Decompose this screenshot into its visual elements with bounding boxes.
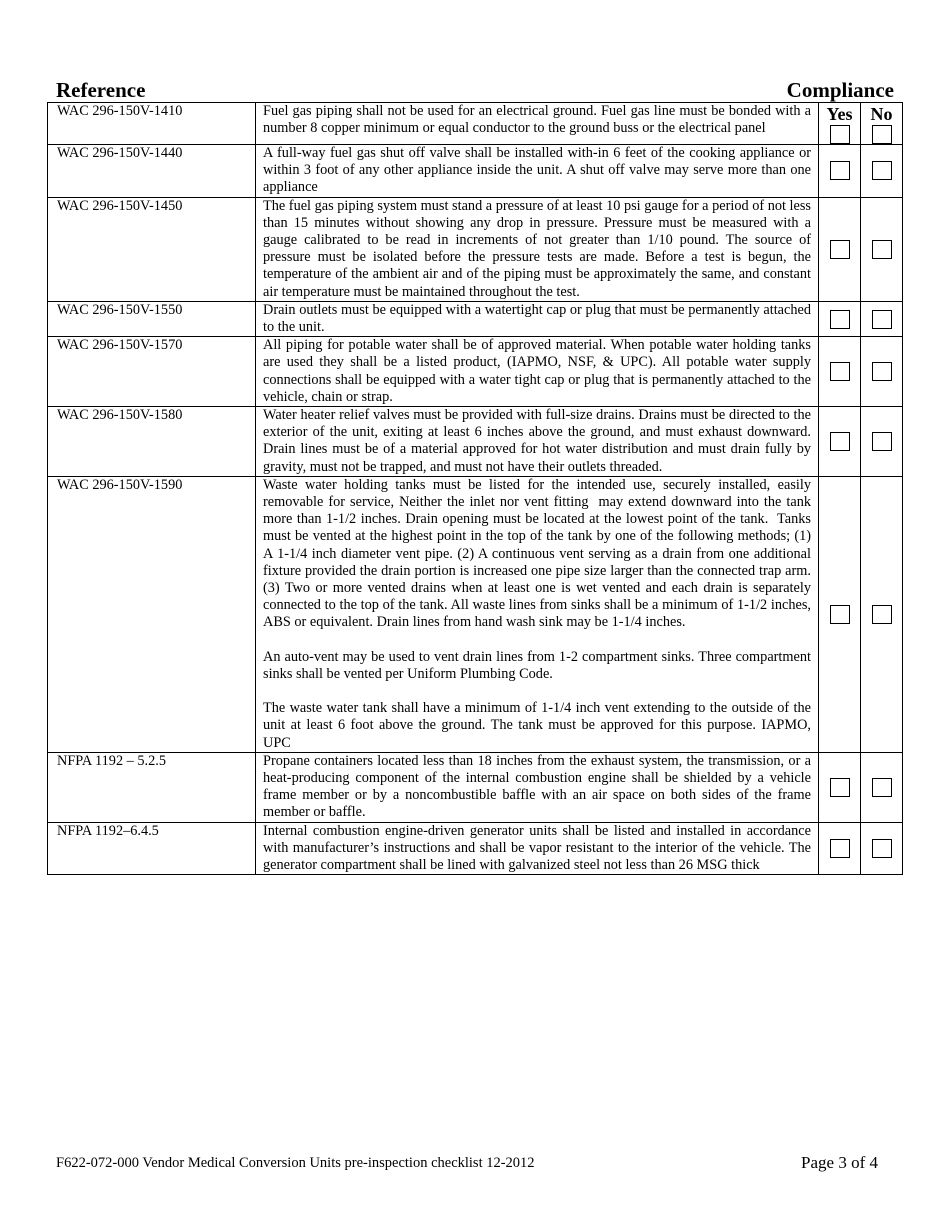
compliance-no-cell — [861, 476, 903, 752]
compliance-no-cell — [861, 197, 903, 301]
compliance-no-checkbox[interactable] — [872, 240, 892, 259]
reference-code: WAC 296-150V-1440 — [48, 145, 256, 198]
compliance-heading: Compliance — [786, 78, 894, 102]
checklist-row — [48, 337, 903, 407]
checklist-row — [48, 301, 903, 336]
requirement-text — [256, 197, 819, 301]
checklist-row — [48, 145, 903, 198]
compliance-yes-cell — [819, 407, 861, 477]
checklist-row — [48, 407, 903, 477]
requirement-paragraph: The fuel gas piping system must stand a pressure of at least 10 psi gauge for a period of not less than 15 minutes without showing any drop in pressure. Pressure must be measured with a gauge calibrated to be read in increments of not greater than 1/10 pound. The source of pressure must be isolated before the pressure tests are made. Before a test is begun, the temperature of the ambient air and of the piping must be approximately the same, and constant air temperature must be maintained throughout the test. — [263, 197, 815, 300]
reference-code: WAC 296-150V-1550 — [48, 301, 256, 336]
requirement-text — [256, 476, 819, 752]
checklist-row — [48, 103, 903, 145]
requirement-text — [256, 337, 819, 407]
compliance-yes-cell — [819, 197, 861, 301]
requirement-text — [256, 407, 819, 477]
compliance-no-cell — [861, 407, 903, 477]
requirement-text — [256, 752, 819, 822]
requirement-paragraph: A full-way fuel gas shut off valve shall be installed with-in 6 feet of the cooking appliance or within 3 foot of any other appliance inside the unit. A shut off valve may serve more than one appliance — [263, 145, 815, 196]
compliance-no-checkbox[interactable] — [872, 362, 892, 381]
compliance-yes-cell — [819, 337, 861, 407]
checklist-row — [48, 476, 903, 752]
reference-code: WAC 296-150V-1590 — [48, 476, 256, 752]
requirement-text — [256, 301, 819, 336]
compliance-no-checkbox[interactable] — [872, 161, 892, 180]
compliance-no-cell — [861, 145, 903, 198]
compliance-yes-checkbox[interactable] — [830, 161, 850, 180]
compliance-no-checkbox[interactable] — [872, 839, 892, 858]
compliance-yes-cell — [819, 301, 861, 336]
reference-code: WAC 296-150V-1580 — [48, 407, 256, 477]
checklist-row — [48, 822, 903, 875]
compliance-no-cell — [861, 337, 903, 407]
compliance-yes-checkbox[interactable] — [830, 310, 850, 329]
reference-code: WAC 296-150V-1570 — [48, 337, 256, 407]
requirement-text — [256, 145, 819, 198]
compliance-yes-checkbox[interactable] — [830, 240, 850, 259]
compliance-yes-checkbox[interactable] — [830, 605, 850, 624]
requirement-paragraph: An auto-vent may be used to vent drain lines from 1-2 compartment sinks. Three compartment sinks shall be vented per Uniform Plumbing Code. — [263, 648, 815, 682]
form-number: F622-072-000 Vendor Medical Conversion Units pre-inspection checklist 12-2012 — [56, 1155, 535, 1171]
reference-code: NFPA 1192 – 5.2.5 — [48, 752, 256, 822]
requirement-paragraph: Waste water holding tanks must be listed for the intended use, securely installed, easily removable for service, Neither the inlet nor vent fitting may extend downward into the tank more than 1-1/2 inches. Drain opening must be located at the lowest point of the tank. Tanks must be vented at the highest point in the top of the tank by one of the following methods; (1) A 1-1/4 inch diameter vent pipe. (2) A continuous vent serving as a drain from one additional fixture provided the drain portion is increased one pipe size larger than the connected trap arm. (3) Two or more vented drains when at least one is wet vented and each drain is separately connected to the top of the tank. All waste lines from sinks shall be a minimum of 1-1/2 inches, ABS or equivalent. Drain lines from hand wash sink may be 1-1/4 inches. — [263, 476, 815, 631]
compliance-yes-cell — [819, 822, 861, 875]
compliance-table — [47, 102, 903, 875]
requirement-paragraph: Water heater relief valves must be provided with full-size drains. Drains must be directed to the exterior of the unit, exiting at least 6 inches above the ground, and must exhaust downward. Drain lines must be of a material approved for hot water distribution and must drain fully by gravity, must not be trapped, and must not have their outlets threaded. — [263, 407, 815, 475]
compliance-no-cell — [861, 822, 903, 875]
compliance-no-checkbox[interactable] — [872, 605, 892, 624]
compliance-yes-cell — [819, 145, 861, 198]
compliance-no-checkbox[interactable] — [872, 125, 892, 144]
compliance-no-cell — [861, 301, 903, 336]
reference-code: WAC 296-150V-1410 — [48, 103, 256, 145]
requirement-text — [256, 822, 819, 875]
checklist-row — [48, 752, 903, 822]
compliance-no-checkbox[interactable] — [872, 778, 892, 797]
requirement-paragraph: Drain outlets must be equipped with a watertight cap or plug that must be permanently attached to the unit. — [263, 301, 815, 336]
compliance-no-checkbox[interactable] — [872, 432, 892, 451]
compliance-no-cell — [861, 103, 903, 145]
page-number: Page 3 of 4 — [801, 1153, 878, 1172]
compliance-no-label: No — [870, 104, 893, 124]
requirement-paragraph: The waste water tank shall have a minimum of 1-1/4 inch vent extending to the outside of the unit at least 6 foot above the ground. The tank must be approved for this purpose. IAPMO, UPC — [263, 700, 815, 751]
requirement-paragraph: Fuel gas piping shall not be used for an electrical ground. Fuel gas line must be bonded with a number 8 copper minimum or equal conductor to the ground buss or the electrical panel — [263, 103, 815, 137]
compliance-yes-checkbox[interactable] — [830, 125, 850, 144]
compliance-yes-checkbox[interactable] — [830, 362, 850, 381]
compliance-yes-checkbox[interactable] — [830, 432, 850, 451]
reference-heading: Reference — [56, 78, 146, 102]
reference-code: NFPA 1192–6.4.5 — [48, 822, 256, 875]
compliance-table-body — [48, 103, 903, 875]
requirement-paragraph: Propane containers located less than 18 inches from the exhaust system, the transmission, or a heat-producing component of the internal combustion engine shall be shielded by a vehicle frame member or by a noncombustible baffle with an air space on both sides of the frame member or baffle. — [263, 752, 815, 821]
compliance-yes-cell — [819, 103, 861, 145]
reference-code: WAC 296-150V-1450 — [48, 197, 256, 301]
compliance-yes-checkbox[interactable] — [830, 778, 850, 797]
requirement-paragraph: Internal combustion engine-driven generator units shall be listed and installed in accordance with manufacturer’s instructions and shall be vapor resistant to the interior of the vehicle. The generator compartment shall be lined with galvanized steel not less than 26 MSG thick — [263, 822, 815, 873]
checklist-row — [48, 197, 903, 301]
compliance-no-checkbox[interactable] — [872, 310, 892, 329]
compliance-yes-cell — [819, 476, 861, 752]
requirement-paragraph: All piping for potable water shall be of approved material. When potable water holding tanks are used they shall be a listed product, (IAPMO, NSF, & UPC). All potable water supply connections shall be equipped with a water tight cap or plug that is permanently attached to the vehicle, chain or strap. — [263, 337, 815, 405]
compliance-yes-cell — [819, 752, 861, 822]
requirement-text — [256, 103, 819, 145]
compliance-yes-checkbox[interactable] — [830, 839, 850, 858]
compliance-no-cell — [861, 752, 903, 822]
compliance-yes-label: Yes — [826, 104, 853, 124]
